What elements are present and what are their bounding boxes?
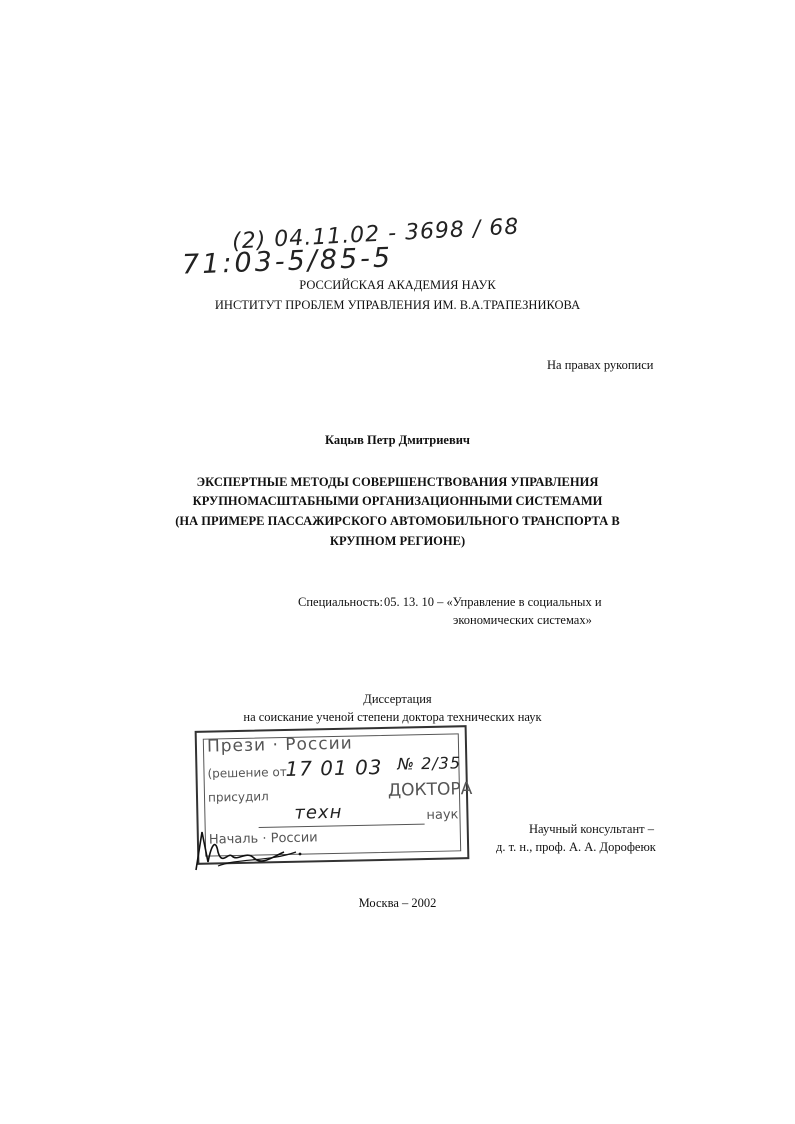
author-name: Кацыв Петр Дмитриевич bbox=[325, 433, 470, 447]
stamp-line: ДОКТОРА bbox=[387, 779, 473, 801]
specialty-value-cont: экономических системах» bbox=[453, 613, 592, 627]
registration-number-line1: (2) 04.11.02 - 3698 / 68 bbox=[231, 214, 520, 255]
city-year: Москва – 2002 bbox=[358, 896, 437, 910]
specialty-value: 05. 13. 10 – «Управление в социальных и bbox=[384, 595, 602, 609]
rights-note: На правах рукописи bbox=[547, 358, 654, 372]
registration-number-line2: 71:03-5/85-5 bbox=[181, 242, 394, 281]
stamp-line: Началь · России bbox=[208, 830, 318, 848]
title-line: КРУПНОМ РЕГИОНЕ) bbox=[329, 534, 466, 548]
degree-line: на соискание ученой степени доктора технических наук bbox=[243, 710, 542, 724]
consultant-title: Научный консультант – bbox=[529, 822, 654, 836]
stamp-line: присудил bbox=[207, 789, 269, 805]
stamp-line: наук bbox=[426, 807, 459, 824]
consultant-name: д. т. н., проф. А. А. Дорофеюк bbox=[496, 840, 656, 854]
academy-name: РОССИЙСКАЯ АКАДЕМИЯ НАУК bbox=[299, 278, 496, 292]
institute-name: ИНСТИТУТ ПРОБЛЕМ УПРАВЛЕНИЯ ИМ. В.А.ТРАПЕЗНИКОВА bbox=[214, 298, 581, 312]
dissertation-label: Диссертация bbox=[363, 692, 432, 706]
stamp-date: 17 01 03 bbox=[285, 754, 383, 781]
specialty-label: Специальность: bbox=[298, 595, 383, 609]
signature bbox=[188, 822, 328, 882]
stamp-line: Прези · России bbox=[206, 733, 353, 757]
stamp-line: (решение от bbox=[207, 764, 287, 781]
title-line: КРУПНОМАСШТАБНЫМИ ОРГАНИЗАЦИОННЫМИ СИСТЕМАМИ bbox=[192, 494, 603, 508]
title-line: ЭКСПЕРТНЫЕ МЕТОДЫ СОВЕРШЕНСТВОВАНИЯ УПРАВЛЕНИЯ bbox=[196, 475, 599, 489]
stamp-field: техн bbox=[294, 801, 343, 824]
stamp-number: № 2/35 bbox=[397, 753, 462, 774]
title-line: (НА ПРИМЕРЕ ПАССАЖИРСКОГО АВТОМОБИЛЬНОГО ТРАНСПОРТА В bbox=[175, 514, 620, 528]
